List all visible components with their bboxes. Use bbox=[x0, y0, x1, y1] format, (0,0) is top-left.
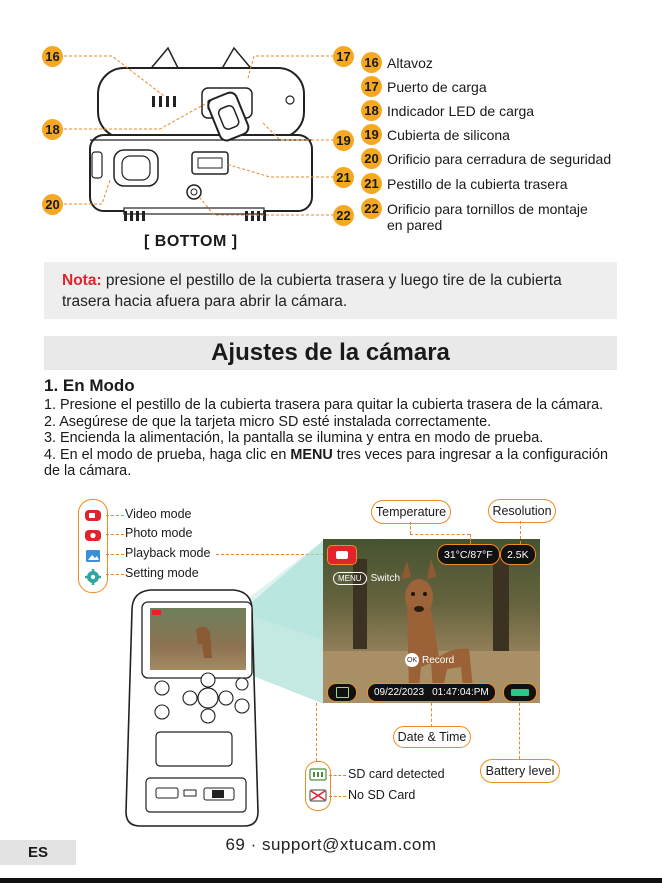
step-4-text-end: tres veces para ingresar a la configuración de la cámara. bbox=[44, 446, 608, 479]
callout-20: 20 bbox=[42, 194, 63, 215]
mode-icon-group bbox=[78, 499, 108, 593]
switch-label: Switch bbox=[370, 573, 401, 584]
sd-card-icon bbox=[336, 687, 349, 698]
steps-list bbox=[44, 397, 624, 480]
page-footer: 69 · support@xtucam.com bbox=[225, 835, 437, 854]
callout-16: 16 bbox=[42, 46, 63, 67]
legend-item-22-continued: en pared bbox=[387, 217, 443, 233]
sd-card-indicator bbox=[327, 683, 357, 702]
legend-item-18 bbox=[361, 100, 534, 121]
screen-temperature: 31°C/87°F bbox=[437, 544, 500, 565]
resolution-callout: Resolution bbox=[488, 499, 556, 523]
legend-item-16 bbox=[361, 52, 433, 73]
step-2: 2. Asegúrese de que la tarjeta micro SD esté instalada correctamente. bbox=[44, 413, 492, 430]
legend-item-20 bbox=[361, 148, 611, 169]
mode-label-playback: Playback mode bbox=[125, 546, 211, 560]
legend-item-19 bbox=[361, 124, 510, 145]
video-icon bbox=[85, 510, 101, 521]
screen-resolution: 2.5K bbox=[500, 544, 536, 565]
legend-number: 18 bbox=[361, 100, 382, 121]
note-body: presione el pestillo de la cubierta trasera y luego tire de la cubierta trasera hacia afuera para abrir la cámara. bbox=[62, 272, 562, 310]
battery-level-callout: Battery level bbox=[480, 759, 560, 783]
footer-divider bbox=[0, 878, 662, 883]
step-4 bbox=[44, 447, 624, 480]
legend-number: 19 bbox=[361, 124, 382, 145]
legend-number: 22 bbox=[361, 198, 382, 219]
note-box bbox=[44, 262, 617, 319]
legend-item-22 bbox=[361, 198, 588, 219]
diagram-caption: [ BOTTOM ] bbox=[144, 233, 238, 250]
screen-time: 01:47:04:PM bbox=[432, 687, 489, 698]
ok-button-glyph: OK bbox=[405, 653, 419, 667]
step-3: 3. Encienda la alimentación, la pantalla se ilumina y entra en modo de prueba. bbox=[44, 430, 544, 446]
note-text bbox=[62, 270, 607, 312]
record-label: Record bbox=[422, 654, 455, 666]
legend-label: Orificio para tornillos de montaje bbox=[387, 200, 588, 217]
screen-menu-hint bbox=[333, 572, 400, 585]
temperature-callout: Temperature bbox=[371, 500, 451, 524]
callout-19: 19 bbox=[333, 130, 354, 151]
mode-label-photo: Photo mode bbox=[125, 526, 193, 540]
language-label: ES bbox=[27, 844, 48, 861]
callout-17: 17 bbox=[333, 46, 354, 67]
legend-item-17 bbox=[361, 76, 487, 97]
playback-icon bbox=[86, 550, 100, 562]
legend-number: 21 bbox=[361, 173, 382, 194]
legend-item-21 bbox=[361, 173, 568, 194]
date-time-callout: Date & Time bbox=[393, 726, 471, 748]
callout-22: 22 bbox=[333, 205, 354, 226]
callout-18: 18 bbox=[42, 119, 63, 140]
battery-icon bbox=[511, 689, 529, 696]
legend-label: Orificio para cerradura de seguridad bbox=[387, 150, 612, 167]
step-4-text: 4. En el modo de prueba, haga clic en bbox=[44, 446, 291, 463]
section-title: Ajustes de la cámara bbox=[44, 336, 617, 370]
subsection-title: 1. En Modo bbox=[44, 376, 135, 395]
screen-date: 09/22/2023 bbox=[374, 687, 425, 698]
legend-label: Cubierta de silicona bbox=[387, 126, 510, 143]
menu-button-glyph: MENU bbox=[333, 572, 367, 585]
no-sd-card-label: No SD Card bbox=[348, 788, 416, 802]
sd-icon-group bbox=[305, 761, 331, 811]
photo-icon bbox=[85, 530, 101, 541]
legend-number: 17 bbox=[361, 76, 382, 97]
note-label: Nota: bbox=[62, 272, 102, 289]
callout-21: 21 bbox=[333, 167, 354, 188]
no-sd-card-icon bbox=[310, 790, 326, 801]
legend-label: Altavoz bbox=[387, 54, 433, 71]
sd-card-detected-label: SD card detected bbox=[348, 767, 445, 781]
battery-indicator bbox=[503, 683, 537, 702]
camera-bottom-illustration bbox=[40, 40, 360, 255]
legend-number: 16 bbox=[361, 52, 382, 73]
screen-ok-hint bbox=[405, 653, 454, 667]
menu-keyword: MENU bbox=[290, 446, 333, 463]
legend-label: Indicador LED de carga bbox=[387, 102, 535, 119]
legend-label: Pestillo de la cubierta trasera bbox=[387, 175, 568, 192]
screen-datetime bbox=[367, 683, 496, 702]
mode-label-video: Video mode bbox=[125, 507, 192, 521]
video-icon bbox=[336, 551, 348, 559]
video-mode-indicator bbox=[327, 545, 357, 565]
bottom-diagram bbox=[40, 40, 360, 255]
sd-card-detected-icon bbox=[310, 769, 326, 780]
step-1: 1. Presione el pestillo de la cubierta trasera para quitar la cubierta trasera de la cámara. bbox=[44, 397, 604, 413]
gear-icon bbox=[85, 569, 101, 585]
camera-screen-preview bbox=[323, 539, 540, 703]
mode-label-setting: Setting mode bbox=[125, 566, 199, 580]
legend-number: 20 bbox=[361, 148, 382, 169]
legend-label: Puerto de carga bbox=[387, 78, 487, 95]
